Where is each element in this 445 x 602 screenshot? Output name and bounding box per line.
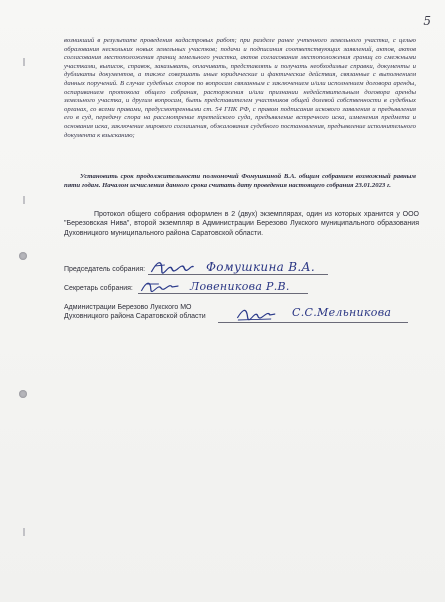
edge-mark xyxy=(23,528,25,536)
administration-signature xyxy=(234,304,279,326)
chair-handwritten-name: Фомушкина В.А. xyxy=(206,260,315,274)
punch-hole-icon xyxy=(19,390,27,398)
secretary-handwritten-name: Ловеникова Р.В. xyxy=(190,280,290,293)
administration-label-line2: Духовницкого района Саратовской области xyxy=(64,313,206,320)
edge-mark xyxy=(23,58,25,66)
secretary-signature xyxy=(138,278,182,298)
signature-scribble-icon xyxy=(139,278,182,294)
page-number: 5 xyxy=(423,14,431,28)
signature-scribble-icon xyxy=(235,304,279,322)
administration-label-line1: Администрации Березово Лукского МО xyxy=(64,304,192,311)
chair-label: Председатель собрания: xyxy=(64,266,146,273)
chair-signature xyxy=(148,258,197,280)
body-paragraph-2: Установить срок продолжительности полномочий Фомушкиной В.А. общим собранием возможный равным пяти годам. Началом исчисления данного срока считать дату проведения настоящего собрания 23.01.2023 г. xyxy=(64,173,416,189)
body-paragraph-1: возникший в результате проведения кадастровых работ; при разделе ранее учтенного земельного участка, с целью образования нескольких новых земельных участков; подачи и подписания соответствующих заявлений, актов, актов согласования местоположения границ земельного участка, актов согласования местоположения границ со смежными участками, выписок, справок, заказывать, оплачивать, представлять и получать необходимые справки, документы и дубликаты документов, а также совершать иные юридические и фактические действия, связанные с выполнением данных поручений. В случае судебных споров по вопросам связанным с заключением и/или исполнением договора аренды, оспариванием протокола общего собрания, расторжения и/или признании недействительным договора аренды земельного участка, и другим вопросам, быть представителем участников общей долевой собственности в судебных органах, со всеми правами, предусмотренными ст. 54 ГПК РФ, с правом подписания искового заявления и предъявления его в суд, передачу спора на рассмотрение третейского суда, предъявление встречного иска, изменения предмета и основания иска, заключение мирового соглашения, обжалования судебного постановления, предъявление исполнительного документа к взысканию; xyxy=(64,37,416,139)
administration-handwritten-name: С.С.Мельникова xyxy=(292,306,392,319)
protocol-note: Протокол общего собрания оформлен в 2 (двух) экземплярах, один из которых хранится у ООО "Березовская Нива", второй экземпляр в Администрации Березово Лукского муниципального образования Духовницкого муниципального района Саратовской области. xyxy=(64,211,419,237)
edge-mark xyxy=(23,196,25,204)
punch-hole-icon xyxy=(19,252,27,260)
signature-scribble-icon xyxy=(149,258,197,276)
secretary-label: Секретарь собрания: xyxy=(64,285,133,292)
